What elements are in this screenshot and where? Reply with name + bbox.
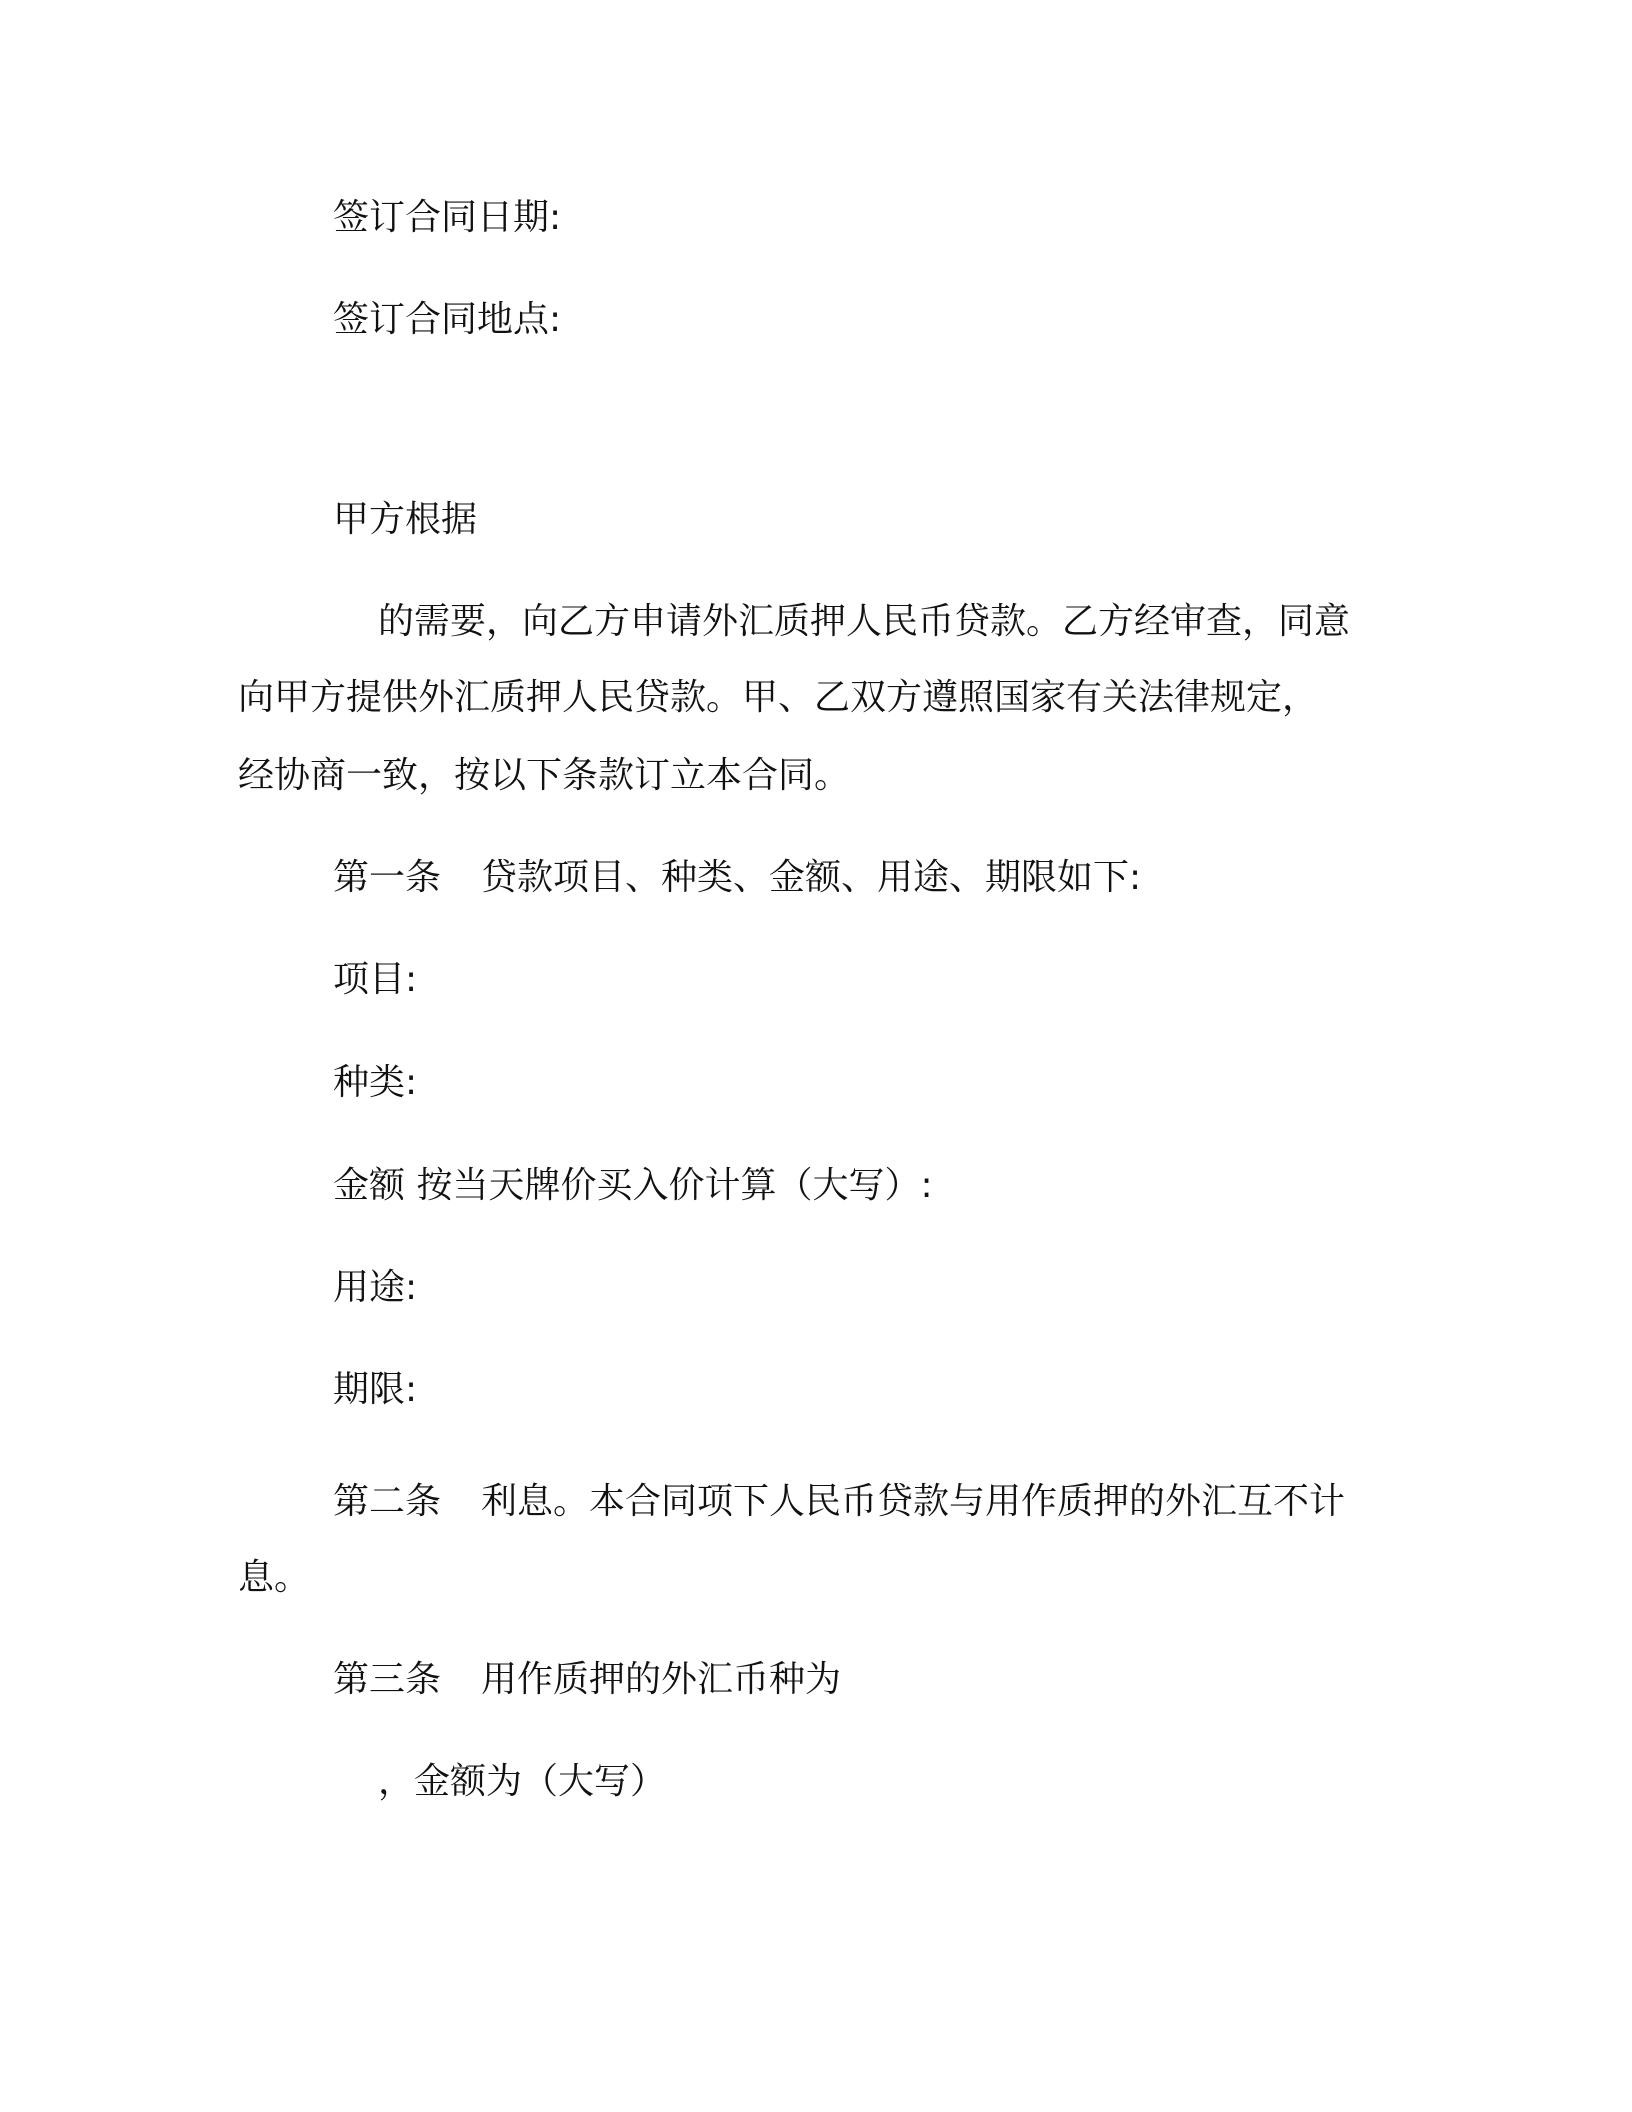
field-type: 种类: [333,1062,418,1103]
sign-date-label: 签订合同日期: [333,197,562,238]
field-project: 项目: [333,959,418,1000]
article-2-label: 第二条 [333,1481,442,1522]
article-1 [333,852,1141,904]
article-3-label: 第三条 [333,1659,442,1700]
article-1-text: 贷款项目、种类、金额、用途、期限如下: [481,857,1142,898]
field-term: 期限: [333,1369,418,1410]
article-1-label: 第一条 [333,857,442,898]
article-2-text-line-2: 息。 [238,1557,311,1598]
intro-line-2: 向甲方提供外汇质押人民贷款。甲、乙双方遵照国家有关法律规定， [238,677,1319,718]
sign-place-label: 签订合同地点: [333,299,562,340]
article-2 [333,1476,1345,1528]
intro-line-3: 经协商一致，按以下条款订立本合同。 [238,755,851,796]
article-3 [333,1654,841,1706]
article-3-amount-text: ，金额为（大写） [378,1761,667,1802]
basis-label: 甲方根据 [333,499,478,540]
field-purpose: 用途: [333,1267,418,1308]
article-2-text-line-1: 利息。本合同项下人民币贷款与用作质押的外汇互不计 [481,1481,1346,1522]
field-amount: 金额 按当天牌价买入价计算（大写）: [333,1165,933,1206]
article-3-text: 用作质押的外汇币种为 [481,1659,842,1700]
intro-line-1: 的需要，向乙方申请外汇质押人民币贷款。乙方经审查，同意 [378,601,1351,642]
